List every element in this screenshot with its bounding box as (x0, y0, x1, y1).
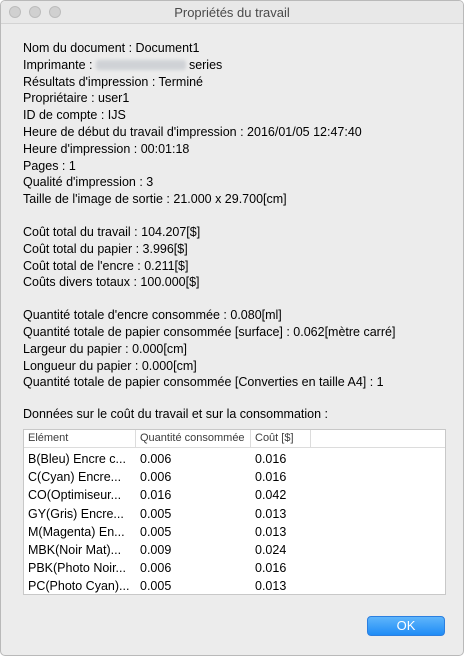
cell-cost: 0.042 (255, 488, 287, 503)
table-row[interactable] (24, 450, 445, 468)
cell-cost: 0.013 (255, 506, 287, 521)
table-row[interactable] (24, 577, 445, 595)
table-row[interactable] (24, 541, 445, 559)
column-header-element[interactable]: Elément (24, 430, 136, 447)
paper-length: Longueur du papier : 0.000[cm] (23, 358, 197, 373)
column-header-cost[interactable]: Coût [$] (251, 430, 311, 447)
cell-quantity: 0.006 (140, 452, 172, 466)
cell-cost: 0.013 (255, 579, 287, 594)
cell-element: CO(Optimiseur... (28, 488, 122, 503)
table-header (24, 430, 445, 448)
cell-quantity: 0.006 (140, 470, 172, 485)
paper-width: Largeur du papier : 0.000[cm] (23, 341, 187, 356)
table-row[interactable] (24, 505, 445, 523)
print-quality: Qualité d'impression : 3 (23, 175, 154, 190)
cell-quantity: 0.005 (140, 579, 172, 594)
cell-quantity: 0.005 (140, 524, 172, 539)
cell-cost: 0.013 (255, 524, 287, 539)
account-id: ID de compte : IJS (23, 108, 126, 123)
output-size: Taille de l'image de sortie : 21.000 x 29.700[cm] (23, 192, 287, 207)
cell-quantity: 0.006 (140, 561, 172, 576)
cell-quantity: 0.016 (140, 488, 172, 503)
paper-area-consumed: Quantité totale de papier consommée [surface] : 0.062[mètre carré] (23, 324, 396, 339)
printer-label: Imprimante : (23, 57, 96, 72)
total-ink-cost: Coût total de l'encre : 0.211[$] (23, 258, 189, 273)
start-time: Heure de début du travail d'impression : 2016/01/05 12:47:40 (23, 124, 362, 139)
window-title: Propriétés du travail (174, 5, 290, 20)
cell-quantity: 0.009 (140, 542, 172, 557)
table-caption: Données sur le coût du travail et sur la consommation : (23, 407, 329, 421)
table-row[interactable] (24, 559, 445, 577)
cell-cost: 0.016 (255, 561, 287, 576)
title-bar[interactable] (1, 1, 463, 24)
table-row[interactable] (24, 468, 445, 486)
cell-element: PBK(Photo Noir... (28, 561, 126, 576)
cell-element: PC(Photo Cyan)... (28, 579, 130, 594)
cell-element: B(Bleu) Encre c... (28, 452, 126, 466)
cell-element: M(Magenta) En... (28, 524, 125, 539)
cell-cost: 0.016 (255, 452, 287, 466)
cell-cost: 0.024 (255, 542, 287, 557)
column-header-quantity[interactable]: Quantité consommée (136, 430, 251, 447)
cell-cost: 0.016 (255, 470, 287, 485)
ok-button[interactable]: OK (367, 616, 445, 636)
cell-element: MBK(Noir Mat)... (28, 542, 122, 557)
total-job-cost: Coût total du travail : 104.207[$] (23, 224, 201, 239)
cell-element: GY(Gris) Encre... (28, 506, 124, 521)
printer-line (23, 57, 395, 74)
table-row[interactable] (24, 486, 445, 504)
cell-element: C(Cyan) Encre... (28, 470, 122, 485)
job-info (23, 40, 395, 391)
total-paper-cost: Coût total du papier : 3.996[$] (23, 241, 188, 256)
redacted-printer-model (96, 60, 186, 70)
cell-quantity: 0.005 (140, 506, 172, 521)
table-row[interactable] (24, 523, 445, 541)
table-body (24, 450, 445, 595)
pages: Pages : 1 (23, 158, 76, 173)
document-name: Nom du document : Document1 (23, 41, 200, 55)
owner: Propriétaire : user1 (23, 91, 130, 106)
print-time: Heure d'impression : 00:01:18 (23, 141, 190, 156)
printer-suffix: series (188, 57, 223, 72)
misc-cost: Coûts divers totaux : 100.000[$] (23, 275, 200, 290)
consumption-table[interactable] (23, 429, 446, 595)
print-result: Résultats d'impression : Terminé (23, 74, 204, 89)
ink-consumed: Quantité totale d'encre consommée : 0.080[ml] (23, 308, 282, 323)
paper-a4-consumed: Quantité totale de papier consommée [Converties en taille A4] : 1 (23, 375, 384, 390)
